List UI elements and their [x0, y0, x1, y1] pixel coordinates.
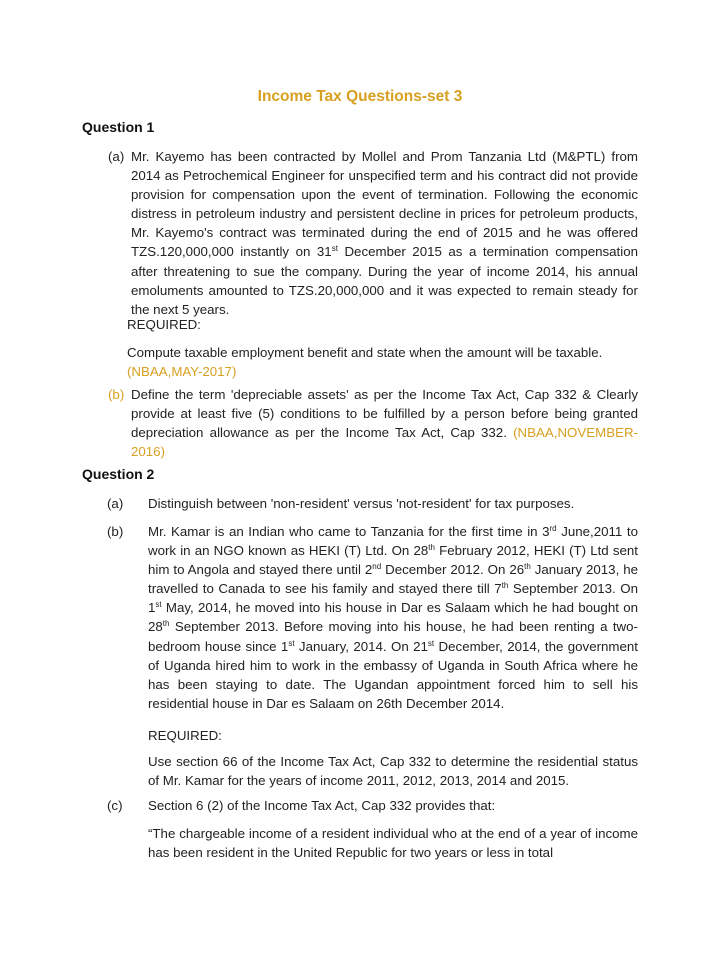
q2-b-superscript: st [427, 638, 435, 648]
question-2-heading: Question 2 [82, 466, 155, 482]
q1-b-source: (NBAA,NOVEMBER-2016) [131, 425, 638, 460]
q1-compute-instruction: Compute taxable employment benefit and state when the amount will be taxable. [127, 345, 603, 360]
q2-quote-text: “The chargeable income of a resident individual who at the end of a year of income has been resident in the United Republic for two years or less in total [148, 826, 638, 861]
q1-compute-text [127, 343, 638, 381]
q2-b-text-part: February 2012, HEKI (T) Ltd sent him to Angola and stayed there until 2 [148, 543, 638, 578]
q1-b-label: (b) [108, 387, 125, 402]
q2-b-text-part: May, 2014, he moved into his house in Dar es Salaam which he had bought on 28 [148, 600, 638, 635]
q2-use-text: Use section 66 of the Income Tax Act, Cap 332 to determine the residential status of Mr. Kamar for the years of income 2011, 2012, 2013, 2014 and 2015. [148, 754, 638, 789]
question-1-heading: Question 1 [82, 119, 155, 135]
q1-a-sup: st [331, 244, 338, 254]
q1-a-text-part1: Mr. Kayemo has been contracted by Mollel and Prom Tanzania Ltd (M&PTL) from 2014 as Petrochemical Engineer for unspecified term and his contract did not provide provision for compensation upon the event of termination. Following the economic distress in petroleum industry and persistent decline in prices for petroleum products, Mr. Kayemo's contract was terminated during the end of 2015 and he was offered TZS.120,000,000 instantly on 31 [131, 149, 638, 260]
q2-b-text [148, 522, 638, 713]
q1-b-text [131, 385, 638, 461]
q1-required-label: REQUIRED: [127, 317, 201, 332]
q2-b-text-part: January 2013, he travelled to Canada to see his family and stayed there till 7 [148, 562, 639, 597]
q2-b-superscript: rd [549, 524, 557, 533]
q1-a-text [131, 147, 638, 319]
q2-b-text-part: September 2013. Before moving into his house, he had been renting a two-bedroom house since 1 [148, 619, 638, 654]
q2-b-text-part: September 2013. On 1 [148, 581, 639, 616]
q2-b-text-part: December 2012. On 26 [381, 562, 525, 578]
q2-b-label: (b) [107, 524, 124, 539]
document-title: Income Tax Questions-set 3 [257, 88, 463, 105]
q2-b-superscript: st [288, 638, 295, 648]
q1-compute-source: (NBAA,MAY-2017) [127, 364, 237, 380]
q2-b-superscript: st [155, 600, 162, 610]
q2-a-label: (a) [107, 496, 124, 511]
q2-required-label: REQUIRED: [148, 728, 222, 743]
q2-b-superscript: th [428, 543, 435, 553]
q2-b-superscript: th [524, 562, 531, 572]
q1-a-label: (a) [108, 149, 125, 164]
q2-b-text-part: June,2011 to work in an NGO known as HEKI (T) Ltd. On 28 [148, 524, 638, 559]
q2-b-superscript: th [501, 581, 509, 591]
q2-c-text: Section 6 (2) of the Income Tax Act, Cap 332 provides that: [148, 798, 496, 813]
q1-b-instruction: Define the term 'depreciable assets' as per the Income Tax Act, Cap 332 & Clearly provide at least five (5) conditions to be fulfilled by a person before being granted depreciation allowance as per the Income Tax Act, Cap 332. [131, 387, 638, 441]
q2-b-superscript: nd [372, 562, 382, 572]
q1-a-text-part2: December 2015 as a termination compensation after threatening to sue the company. During the year of income 2014, his annual emoluments amounted to TZS.20,000,000 and it was expected to remain steady for the next 5 years. [131, 244, 638, 317]
q2-c-label: (c) [107, 798, 123, 813]
q2-a-text: Distinguish between 'non-resident' versus 'not-resident' for tax purposes. [148, 496, 575, 511]
q2-b-text-part: Mr. Kamar is an Indian who came to Tanzania for the first time in 3 [148, 524, 550, 539]
q2-b-text-part: January, 2014. On 21 [294, 638, 428, 654]
q2-b-text-part: December, 2014, the government of Uganda hired him to work in the embassy of Uganda in South Africa where he has been staying to date. The Ugandan appointment forced him to sell his residential house in Dar es Salaam on 26th December 2014. [148, 638, 638, 711]
q2-b-superscript: th [162, 619, 170, 629]
